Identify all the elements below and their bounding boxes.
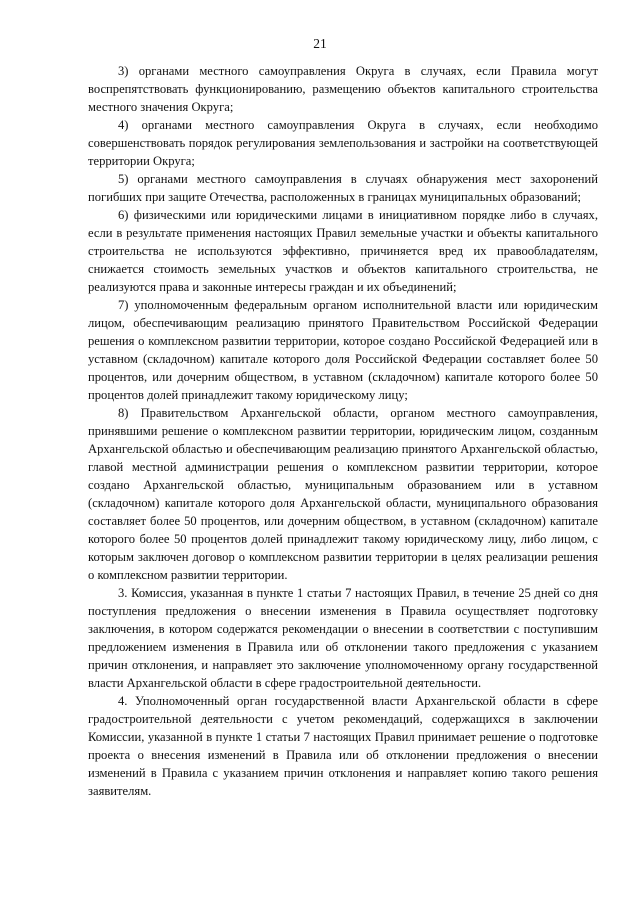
paragraph-item-5: 5) органами местного самоуправления в случаях обнаружения мест захоронений погибших при защите Отечества, расположенных в границах муниципальных образований; [88, 172, 598, 204]
paragraph-clause-4: 4. Уполномоченный орган государственной власти Архангельской области в сфере градостроительной деятельности с учетом рекомендаций, содержащихся в заключении Комиссии, указанной в пункте 1 статьи 7 настоящих Правил принимает решение о подготовке проекта о внесения изменений в Правила или об отклонении предложения о внесении изменений в Правила с указанием причин отклонения и направляет копию такого решения заявителям. [88, 694, 598, 798]
document-body [88, 62, 598, 800]
paragraph-item-3: 3) органами местного самоуправления Округа в случаях, если Правила могут воспрепятствовать функционированию, размещению объектов капитального строительства местного значения Округа; [88, 64, 598, 114]
paragraph-item-4: 4) органами местного самоуправления Округа в случаях, если необходимо совершенствовать порядок регулирования землепользования и застройки на соответствующей территории Округа; [88, 118, 598, 168]
paragraph-item-8: 8) Правительством Архангельской области, органом местного самоуправления, принявшими решение о комплексном развитии территории, юридическим лицом, созданным Архангельской областью и обеспечивающим реализацию принятого Архангельской областью, главой местной администрации решения о комплексном развитии территории, которое создано Архангельской областью, муниципальным образованием или в уставном (складочном) капитале которого доля Архангельской области, муниципального образования составляет более 50 процентов, или дочерним обществом, в уставном (складочном) капитале которого более 50 процентов долей принадлежит такому юридическому лицу, либо лицом, с которым заключен договор о комплексном развитии территории в целях реализации решения о комплексном развитии территории. [88, 406, 598, 582]
paragraph-item-6: 6) физическими или юридическими лицами в инициативном порядке либо в случаях, если в результате применения настоящих Правил земельные участки и объекты капитального строительства не используются эффективно, причиняется вред их правообладателям, снижается стоимость земельных участков и объектов капитального строительства, не реализуются права и законные интересы граждан и их объединений; [88, 208, 598, 294]
page-number: 21 [313, 36, 327, 51]
paragraph-item-7: 7) уполномоченным федеральным органом исполнительной власти или юридическим лицом, обеспечивающим реализацию принятого Правительством Российской Федерации решения о комплексном развитии территории, которое создано Российской Федерацией или в уставном (складочном) капитале которого доля Российской Федерации составляет более 50 процентов, или дочерним обществом, в уставном (складочном) капитале которого более 50 процентов долей принадлежит такому юридическому лицу; [88, 298, 598, 402]
paragraph-clause-3: 3. Комиссия, указанная в пункте 1 статьи 7 настоящих Правил, в течение 25 дней со дня поступления предложения о внесении изменения в Правила осуществляет подготовку заключения, в котором содержатся рекомендации о внесении в соответствии с поступившим предложением изменения в Правила или об отклонении такого предложения с указанием причин отклонения, и направляет это заключение уполномоченному органу государственной власти Архангельской области в сфере градостроительной деятельности. [88, 586, 598, 690]
